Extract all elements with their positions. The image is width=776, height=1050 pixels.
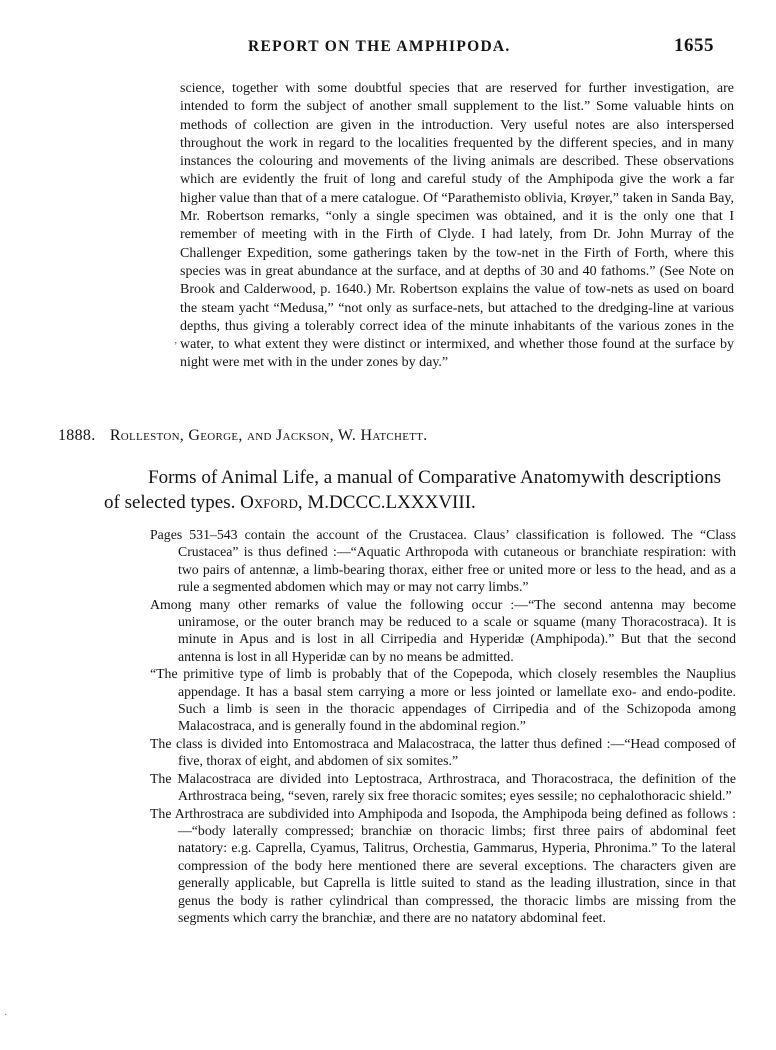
note-paragraph: The class is divided into Entomostraca and Malacostraca, the latter thus defined :—“Head composed of five, thorax of eight, and abdomen of six somites.” — [150, 735, 736, 769]
note-paragraph: The Arthrostraca are subdivided into Amphipoda and Isopoda, the Amphipoda being defined as follows :—“body laterally compressed; branchiæ on thoracic limbs; first three pairs of abdominal feet natatory: e.g. Caprella, Cyamus, Talitrus, Orchestia, Gammarus, Hyperia, Phronima.” To the lateral compression of the body here mentioned there are several exceptions. The characters given are generally applicable, but Caprella is little suited to stand as the leading illustration, since in that genus the body is rather cylindrical than compressed, the thoracic limbs are missing from the segments which carry the branchiæ, and there are no natatory abdominal feet. — [150, 805, 736, 925]
entry-imprint: Oxford, M.DCCC.LXXXVIII. — [240, 492, 476, 513]
margin-mark: ‚ — [174, 335, 178, 346]
note-paragraph: The Malacostraca are divided into Leptostraca, Arthrostraca, and Thoracostraca, the definition of the Arthrostraca being, “seven, rarely six free thoracic somites; eyes sessile; no cephalothoracic shield.” — [150, 770, 736, 804]
note-paragraph: Among many other remarks of value the following occur :—“The second antenna may become uniramose, or the outer branch may be reduced to a scale or squame (many Thoracostraca). It is minute in Apus and is lost in all Cirripedia and Hyperidæ (Amphipoda).” But that the second antenna is lost in all Hyperidæ can by no means be admitted. — [150, 596, 736, 664]
note-paragraph: “The primitive type of limb is probably that of the Copepoda, which closely resembles the Nauplius appendage. It has a basal stem carrying a more or less jointed or lamellate exo- and endo-podite. Such a limb is seen in the thoracic appendages of Cirripedia and of the Schizopoda among Malacostraca, and is generally found in the abdominal region.” — [150, 666, 736, 734]
running-head: REPORT ON THE AMPHIPODA. — [248, 38, 511, 55]
edge-mark: · — [4, 1010, 8, 1021]
entry-title-block — [104, 465, 729, 515]
entry-title: Forms of Animal Life, a manual of Comparative Anatomywith descriptions of selected types. — [104, 467, 722, 513]
page-header — [0, 35, 776, 62]
page-number: 1655 — [674, 35, 714, 56]
entry-year: 1888. — [58, 427, 96, 444]
entry-authors: Rolleston, George, and Jackson, W. Hatchett. — [109, 427, 428, 444]
bibliography-entry-heading — [58, 427, 738, 445]
note-paragraph: Pages 531–543 contain the account of the Crustacea. Claus’ classification is followed. The “Class Crustacea” is thus defined :—“Aquatic Arthropoda with cutaneous or branchiate respiration: with two pairs of antennæ, a limb-bearing thorax, either free or united more or less to the head, and as a rule a segmented abdomen which may or may not carry limbs.” — [150, 527, 736, 595]
quoted-paragraph: science, together with some doubtful species that are reserved for further investigation, are intended to form the subject of another small supplement to the list.” Some valuable hints on methods of collection are given in the introduction. Very useful notes are also interspersed throughout the work in regard to the localities frequented by the different species, and in many instances the colouring and movements of the living animals are described. These observations which are evidently the fruit of long and careful study of the Amphipoda give the work a far higher value than that of a mere catalogue. Of “Parathemisto oblivia, Krøyer,” taken in Sanda Bay, Mr. Robertson remarks, “only a single specimen was obtained, and it is the only one that I remember of meeting with in the Firth of Clyde. I had lately, from Dr. John Murray of the Challenger Expedition, some gatherings taken by the tow-net in the Firth of Forth, where this species was in great abundance at the surface, and at depths of 30 and 40 fathoms.” (See Note on Brook and Calderwood, p. 1640.) Mr. Robertson explains the value of tow-nets as used on board the steam yacht “Medusa,” “not only as surface-nets, but attached to the dredging-line at various depths, thus giving a tolerably correct idea of the minute inhabitants of the various zones in the water, to what extent they were distinct or intermixed, and whether those found at the surface by night were met with in the under zones by day.” — [180, 81, 734, 371]
notes-list — [150, 526, 736, 926]
